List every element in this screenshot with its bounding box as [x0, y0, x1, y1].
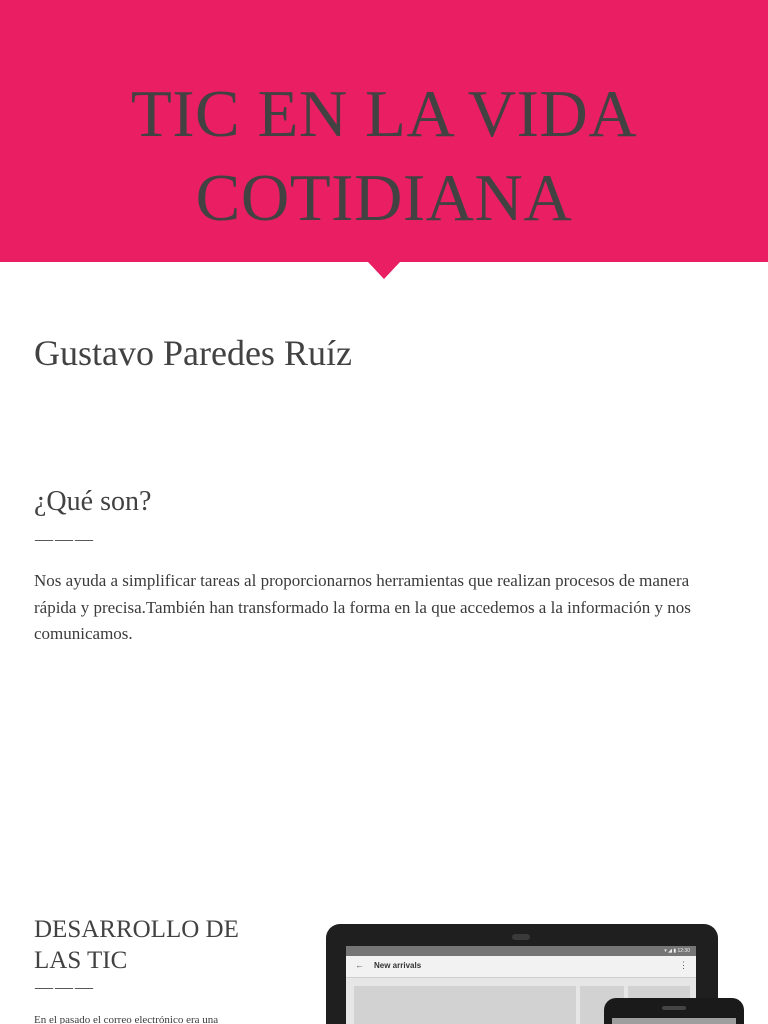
section-title-desarrollo: DESARROLLO DE LAS TIC — [34, 916, 239, 974]
presentation-title — [0, 72, 768, 240]
more-vertical-icon: ⋮ — [679, 960, 688, 970]
title-banner — [0, 0, 768, 262]
content-card — [354, 986, 576, 1024]
app-bar-title: New arrivals — [374, 961, 422, 970]
phone-mockup-image — [604, 998, 744, 1024]
title-line-2: COTIDIANA — [195, 161, 573, 235]
section-divider: ——— — [35, 529, 95, 549]
status-bar: ▾ ◢ ▮ 12:30 — [346, 946, 696, 956]
section-body-que-son: Nos ayuda a simplificar tareas al proporcionarnos herramientas que realizan procesos de manera rápida y precisa.También han transformado la forma en la que accedemos a la información y nos comunicamos. — [34, 571, 691, 643]
arrow-left-icon: ← — [355, 960, 364, 970]
author-name: Gustavo Paredes Ruíz — [34, 333, 352, 373]
section-divider: ——— — [35, 977, 95, 997]
app-bar — [346, 956, 696, 978]
banner-pointer-icon — [368, 262, 400, 279]
phone-screen — [612, 1018, 736, 1024]
camera-icon — [512, 934, 530, 940]
section-title-que-son: ¿Qué son? — [34, 486, 152, 517]
title-line-1: TIC EN LA VIDA — [130, 77, 638, 151]
section-body-desarrollo: En el pasado el correo electrónico era una — [34, 1014, 219, 1024]
speaker-icon — [662, 1006, 686, 1010]
